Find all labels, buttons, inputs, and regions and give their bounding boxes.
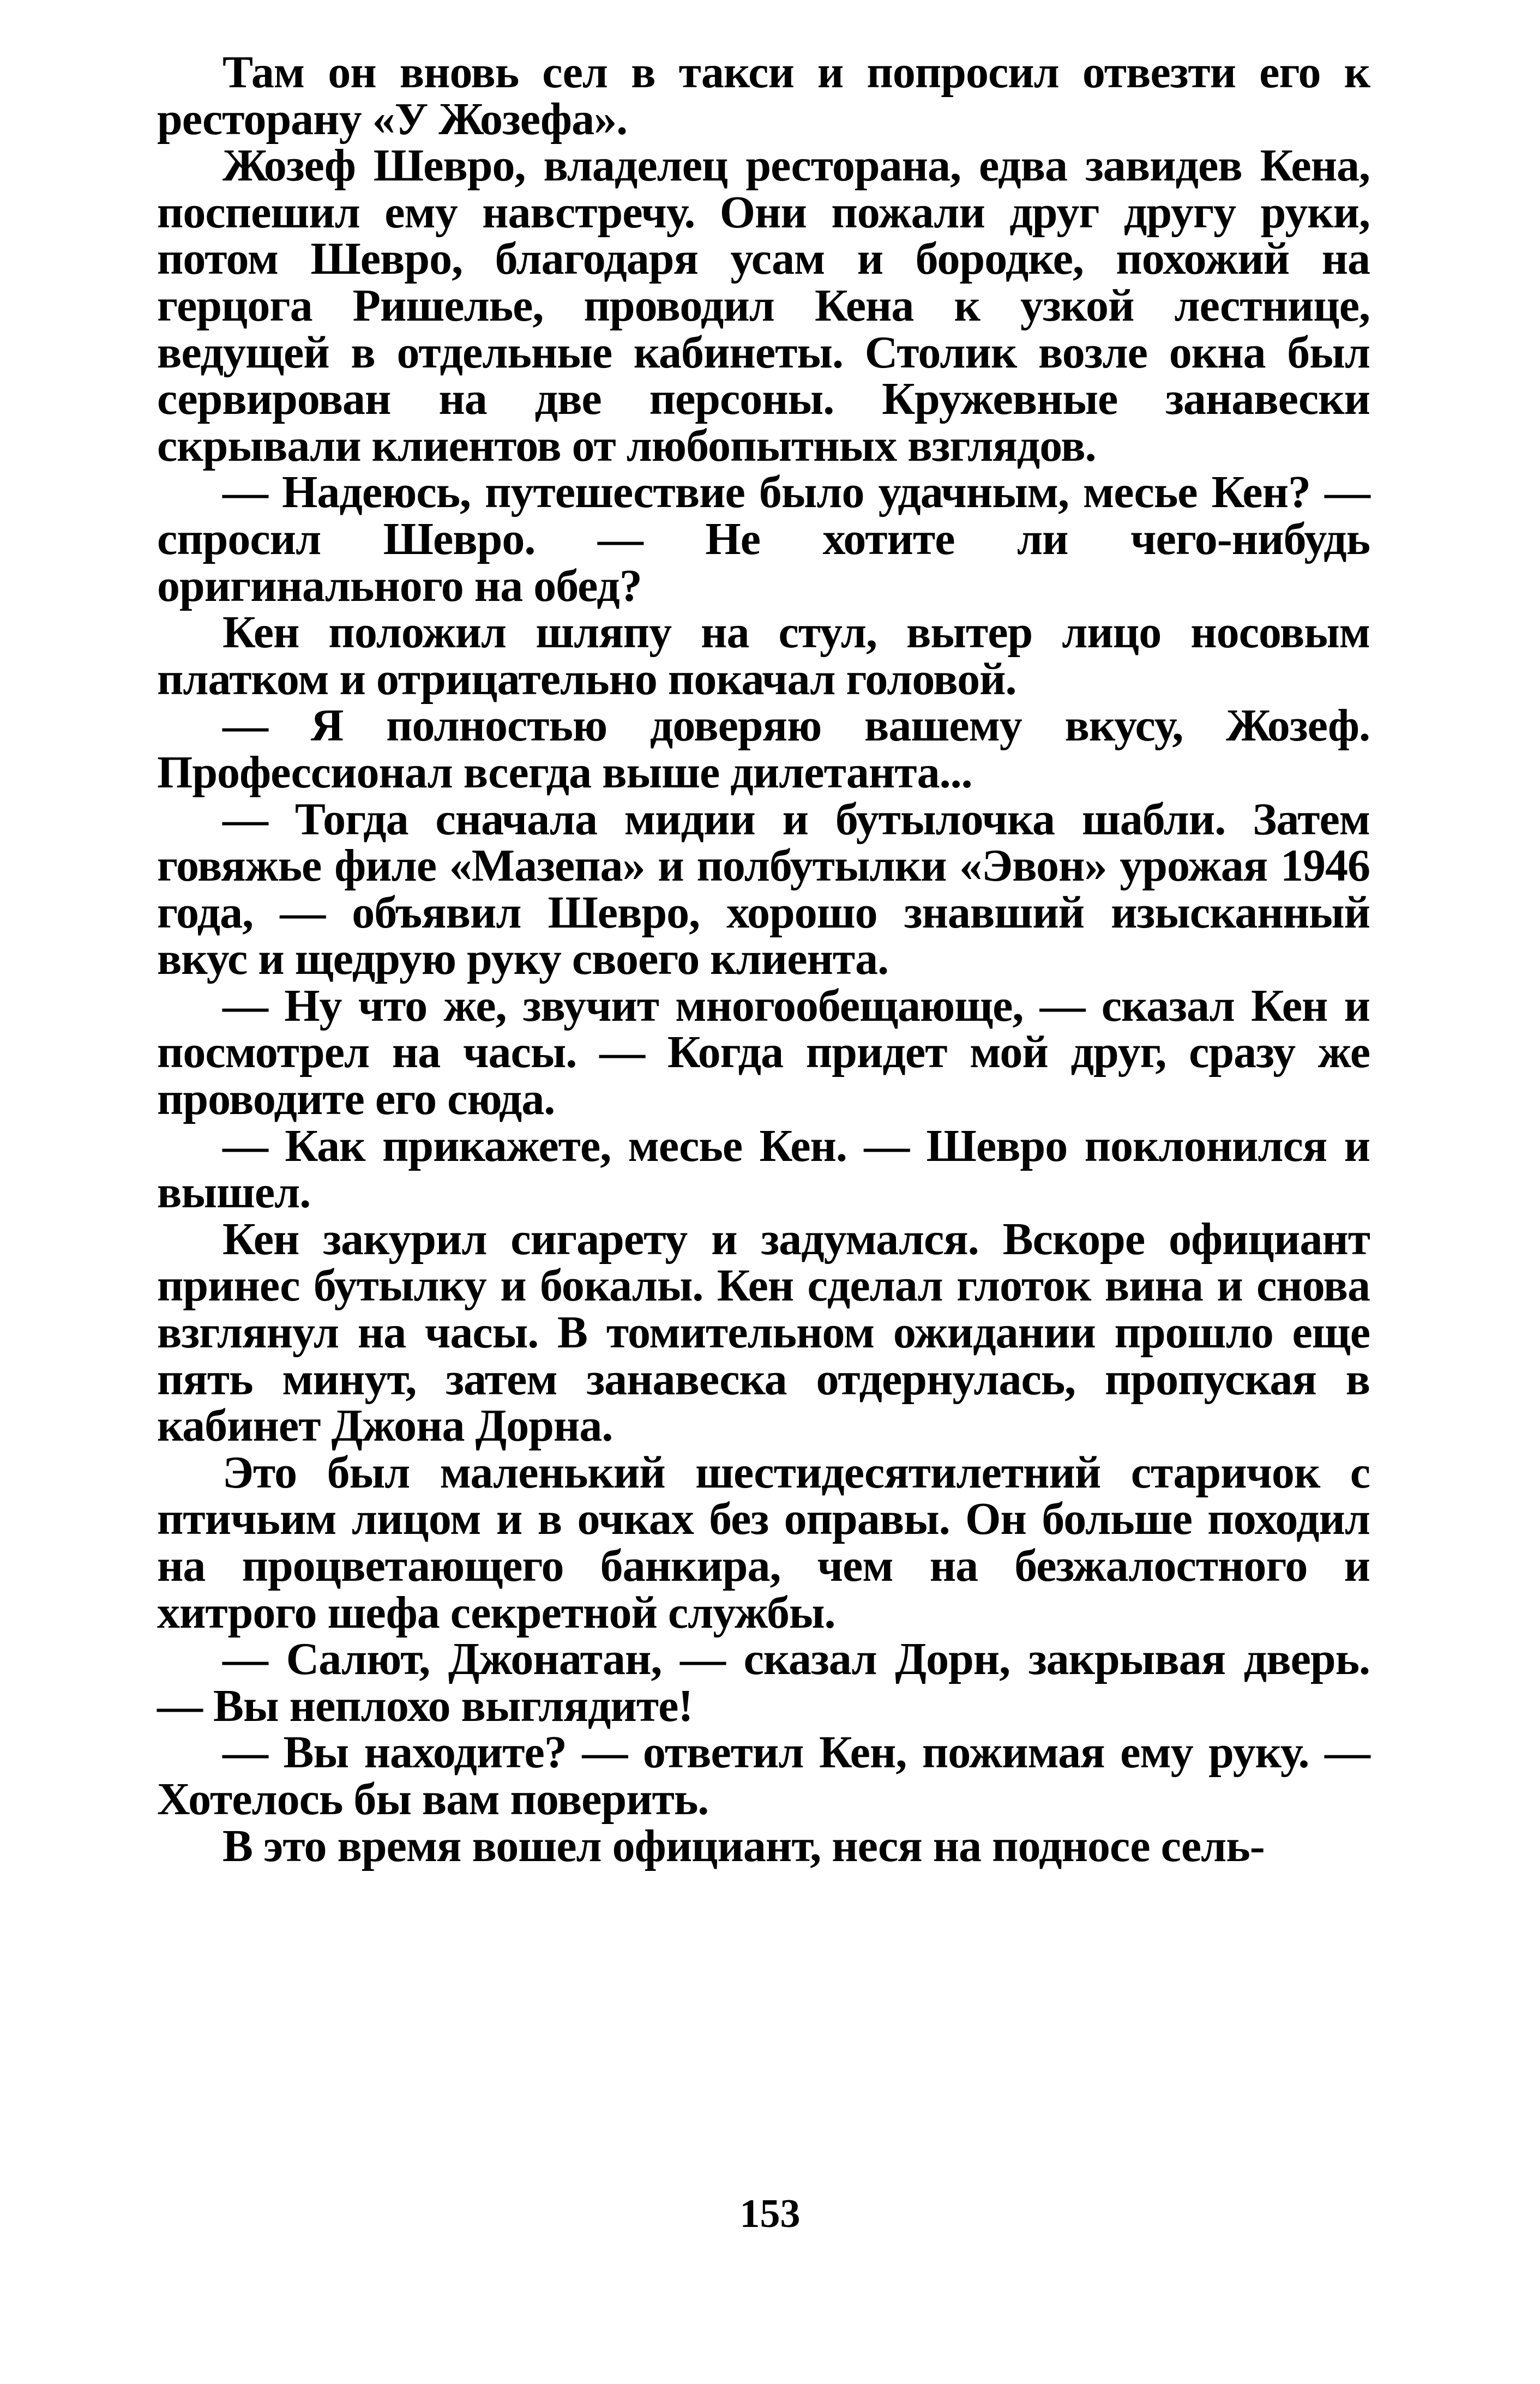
paragraph-2: Жозеф Шевро, владелец ресторана, едва завидев Кена, поспешил ему навстречу. Они пожали друг другу руки, потом Шевро, благодаря усам и бородке, похожий на герцога Ришелье, проводил Кена к узкой лестнице, ведущей в отдельные кабинеты. Столик возле окна был сервирован на две персоны. Кружевные занавески скрывали клиентов от любопытных взглядов. xyxy=(157,140,1370,471)
paragraph-13: В это время вошел официант, неся на подносе сель- xyxy=(222,1820,1265,1871)
paragraph-3: — Надеюсь, путешествие было удачным, месье Кен? — спросил Шевро. — Не хотите ли чего-нибудь оригинального на обед? xyxy=(157,467,1370,611)
paragraph-4: Кен положил шляпу на стул, вытер лицо носовым платком и отрицательно покачал головой. xyxy=(157,607,1370,705)
paragraph-12: — Вы находите? — ответил Кен, пожимая ему руку. — Хотелось бы вам поверить. xyxy=(157,1727,1370,1825)
paragraph-11: — Салют, Джонатан, — сказал Дорн, закрывая дверь. — Вы неплохо выглядите! xyxy=(157,1634,1370,1731)
paragraph-8: — Как прикажете, месье Кен. — Шевро поклонился и вышел. xyxy=(157,1120,1370,1218)
paragraph-9: Кен закурил сигарету и задумался. Вскоре официант принес бутылку и бокалы. Кен сделал глоток вина и снова взглянул на часы. В томительном ожидании прошло еще пять минут, затем занавеска отдернулась, пропуская в кабинет Джона Дорна. xyxy=(157,1213,1370,1452)
paragraph-7: — Ну что же, звучит многообещающе, — сказал Кен и посмотрел на часы. — Когда придет мой друг, сразу же проводите его сюда. xyxy=(157,980,1370,1125)
paragraph-10: Это был маленький шестидесятилетний старичок с птичьим лицом и в очках без оправы. Он больше походил на процветающего банкира, чем на безжалостного и хитрого шефа секретной службы. xyxy=(157,1447,1370,1638)
page-text xyxy=(157,49,1370,1869)
page-number: 153 xyxy=(739,2192,801,2236)
paragraph-5: — Я полностью доверяю вашему вкусу, Жозеф. Профессионал всегда выше дилетанта... xyxy=(157,700,1370,798)
paragraph-1: Там он вновь сел в такси и попросил отвезти его к ресторану «У Жозефа». xyxy=(157,47,1370,145)
paragraph-6: — Тогда сначала мидии и бутылочка шабли. Затем говяжье филе «Мазепа» и полбутылки «Эвон» урожая 1946 года, — объявил Шевро, хорошо знавший изысканный вкус и щедрую руку своего клиента. xyxy=(157,793,1370,985)
